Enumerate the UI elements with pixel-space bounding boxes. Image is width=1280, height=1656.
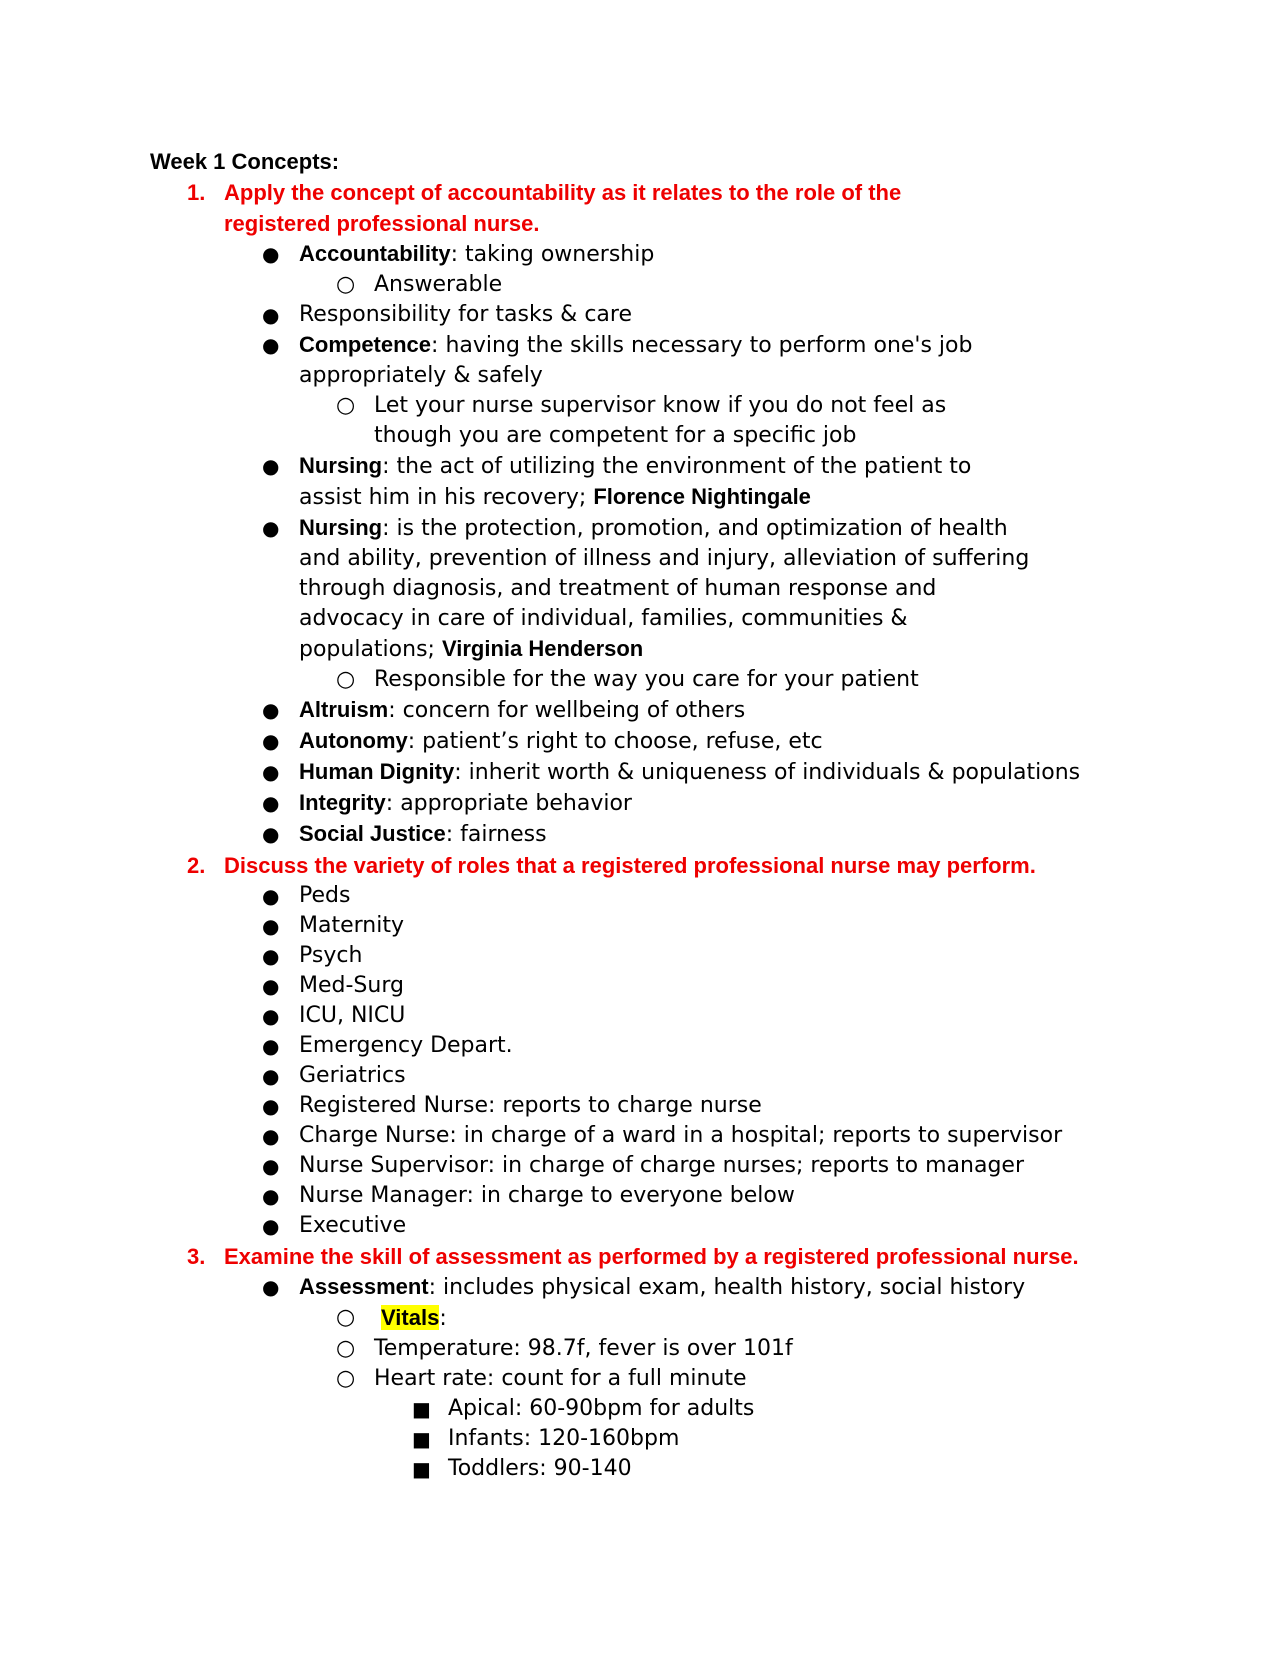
- term: Accountability: [299, 241, 451, 266]
- list-item: [150, 971, 1160, 1001]
- list-item: [150, 911, 1160, 941]
- bullet-marker: ●: [262, 1214, 280, 1238]
- term: Nursing: [299, 453, 383, 478]
- question-2-text: Discuss the variety of roles that a registered professional nurse may perform.: [224, 853, 1036, 878]
- list-item: [150, 1303, 1160, 1334]
- question-1-text-cont: registered professional nurse.: [224, 211, 540, 236]
- list-item: [150, 1424, 1160, 1454]
- bullet-marker: ●: [262, 760, 280, 784]
- list-item-text: Let your nurse supervisor know if you do not feel as: [374, 393, 947, 418]
- list-item-text: Responsibility for tasks & care: [299, 302, 633, 327]
- role-text: Med-Surg: [299, 973, 404, 998]
- list-item-text: Infants: 120-160bpm: [448, 1426, 680, 1451]
- list-item-cont: through diagnosis, and treatment of human response and: [299, 576, 937, 601]
- term: Social Justice: [299, 821, 446, 846]
- term: Assessment: [299, 1274, 429, 1299]
- role-text: Emergency Depart.: [299, 1033, 513, 1058]
- list-item: [150, 1364, 1160, 1394]
- list-item: [150, 1031, 1160, 1061]
- list-item: [150, 726, 1160, 757]
- role-text: ICU, NICU: [299, 1003, 406, 1028]
- definition: : inherit worth & uniqueness of individuals & populations: [454, 760, 1081, 785]
- list-item-cont: [150, 482, 1160, 513]
- bullet-marker: ●: [262, 791, 280, 815]
- question-1: [150, 177, 1160, 208]
- list-item: [150, 1211, 1160, 1241]
- list-item: [150, 513, 1160, 544]
- role-text: Nurse Supervisor: in charge of charge nurses; reports to manager: [299, 1153, 1025, 1178]
- definition-cont: populations;: [299, 637, 442, 662]
- definition: : having the skills necessary to perform one's job: [431, 333, 973, 358]
- list-item: [150, 1334, 1160, 1364]
- list-item-text: Apical: 60-90bpm for adults: [448, 1396, 755, 1421]
- list-item-cont: advocacy in care of individual, families, communities &: [299, 606, 908, 631]
- bullet-marker: ●: [262, 333, 280, 357]
- term: Nursing: [299, 515, 383, 540]
- definition: : the act of utilizing the environment of the patient to: [382, 454, 972, 479]
- role-text: Nurse Manager: in charge to everyone below: [299, 1183, 795, 1208]
- definition-cont: assist him in his recovery;: [299, 485, 594, 510]
- list-item: [150, 695, 1160, 726]
- bullet-marker: ●: [262, 1275, 280, 1299]
- list-item-text: Toddlers: 90-140: [448, 1456, 632, 1481]
- list-item: [150, 1091, 1160, 1121]
- list-item: [150, 757, 1160, 788]
- role-text: Maternity: [299, 913, 404, 938]
- list-item: [150, 239, 1160, 270]
- bullet-marker: ●: [262, 1034, 280, 1058]
- bullet-marker: ●: [262, 303, 280, 327]
- square-marker: ■: [412, 1457, 431, 1481]
- bullet-marker: ●: [262, 516, 280, 540]
- definition: : appropriate behavior: [385, 791, 632, 816]
- bullet-marker: ●: [262, 974, 280, 998]
- role-text: Executive: [299, 1213, 407, 1238]
- circle-marker: ○: [336, 393, 356, 418]
- definition: : patient’s right to choose, refuse, etc: [407, 729, 823, 754]
- term: Integrity: [299, 790, 386, 815]
- bullet-marker: ●: [262, 944, 280, 968]
- definition: : fairness: [445, 822, 547, 847]
- term: Competence: [299, 332, 432, 357]
- bullet-marker: ●: [262, 242, 280, 266]
- list-item-text: Responsible for the way you care for your patient: [374, 667, 919, 692]
- term: Human Dignity: [299, 759, 455, 784]
- list-item-cont: appropriately & safely: [299, 363, 543, 388]
- role-text: Charge Nurse: in charge of a ward in a hospital; reports to supervisor: [299, 1123, 1063, 1148]
- list-item: [150, 1394, 1160, 1424]
- list-item: [150, 1181, 1160, 1211]
- bullet-marker: ●: [262, 884, 280, 908]
- list-item: [150, 1151, 1160, 1181]
- role-text: Peds: [299, 883, 351, 908]
- question-1-text: Apply the concept of accountability as it relates to the role of the: [224, 180, 902, 205]
- list-item: [150, 819, 1160, 850]
- role-text: Psych: [299, 943, 363, 968]
- term: Autonomy: [299, 728, 408, 753]
- list-item: [150, 391, 1160, 421]
- vitals-highlight: Vitals: [381, 1305, 440, 1330]
- bullet-marker: ●: [262, 1124, 280, 1148]
- list-item: [150, 881, 1160, 911]
- list-item-cont: and ability, prevention of illness and injury, alleviation of suffering: [299, 546, 1030, 571]
- question-2-number: 2.: [187, 853, 206, 878]
- question-2: [150, 850, 1160, 881]
- circle-marker: ○: [336, 1366, 356, 1391]
- question-1-number: 1.: [187, 180, 206, 205]
- definition: : taking ownership: [450, 242, 655, 267]
- square-marker: ■: [412, 1427, 431, 1451]
- list-item: [150, 300, 1160, 330]
- bullet-marker: ●: [262, 729, 280, 753]
- bullet-marker: ●: [262, 1004, 280, 1028]
- role-text: Registered Nurse: reports to charge nurse: [299, 1093, 762, 1118]
- circle-marker: ○: [336, 1336, 356, 1361]
- author: Florence Nightingale: [593, 484, 811, 509]
- question-3-text: Examine the skill of assessment as performed by a registered professional nurse.: [224, 1244, 1079, 1269]
- role-text: Geriatrics: [299, 1063, 406, 1088]
- circle-marker: ○: [336, 667, 356, 692]
- list-item: [150, 941, 1160, 971]
- bullet-marker: ●: [262, 1154, 280, 1178]
- list-item: [150, 330, 1160, 361]
- list-item: [150, 451, 1160, 482]
- definition: : includes physical exam, health history, social history: [428, 1275, 1026, 1300]
- bullet-marker: ●: [262, 698, 280, 722]
- list-item: [150, 665, 1160, 695]
- circle-marker: ○: [336, 1305, 356, 1330]
- bullet-marker: ●: [262, 822, 280, 846]
- bullet-marker: ●: [262, 1064, 280, 1088]
- list-item: [150, 1121, 1160, 1151]
- document-body: [150, 146, 1160, 1484]
- square-marker: ■: [412, 1397, 431, 1421]
- list-item: [150, 1001, 1160, 1031]
- list-item-cont: though you are competent for a specific job: [374, 423, 857, 448]
- term: Altruism: [299, 697, 389, 722]
- author: Virginia Henderson: [441, 636, 644, 661]
- circle-marker: ○: [336, 272, 356, 297]
- list-item-cont: [150, 634, 1160, 665]
- list-item: [150, 1272, 1160, 1303]
- list-item: [150, 1454, 1160, 1484]
- list-item-text: Temperature: 98.7f, fever is over 101f: [374, 1336, 793, 1361]
- question-3-number: 3.: [187, 1244, 206, 1269]
- list-item-text: Answerable: [374, 272, 503, 297]
- bullet-marker: ●: [262, 1094, 280, 1118]
- list-item: [150, 788, 1160, 819]
- question-3: [150, 1241, 1160, 1272]
- bullet-marker: ●: [262, 454, 280, 478]
- list-item: [150, 270, 1160, 300]
- page-title: Week 1 Concepts:: [150, 149, 340, 174]
- bullet-marker: ●: [262, 914, 280, 938]
- vitals-colon: :: [439, 1306, 447, 1331]
- definition: : is the protection, promotion, and optimization of health: [382, 516, 1008, 541]
- list-item: [150, 1061, 1160, 1091]
- list-item-text: Heart rate: count for a full minute: [374, 1366, 747, 1391]
- bullet-marker: ●: [262, 1184, 280, 1208]
- definition: : concern for wellbeing of others: [388, 698, 746, 723]
